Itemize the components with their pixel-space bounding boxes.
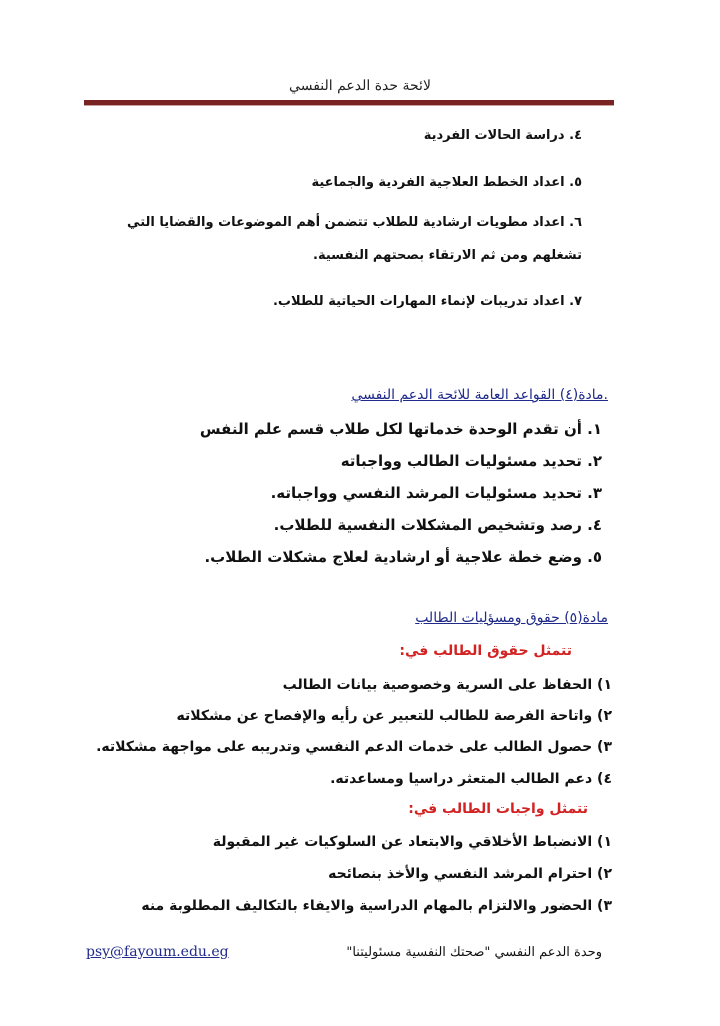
list-item: ٥. اعداد الخطط العلاجية الفردية والجماعية — [311, 175, 582, 190]
rights-heading: تتمثل حقوق الطالب في: — [399, 643, 572, 659]
duty-item: ٣) الحضور والالتزام بالمهام الدراسية والايفاء بالتكاليف المطلوبة منه — [141, 898, 612, 914]
list-item: ٧. اعداد تدريبات لإنماء المهارات الحياتية للطلاب. — [272, 294, 582, 309]
list-item: ٤. دراسة الحالات الفردية — [423, 128, 582, 143]
page-header-title: لائحة حدة الدعم النفسي — [289, 78, 431, 94]
right-item: ٣) حصول الطالب على خدمات الدعم النفسي وتدريبه على مواجهة مشكلاته. — [96, 739, 612, 755]
rule-item: ٥. وضع خطة علاجية أو ارشادية لعلاج مشكلات الطلاب. — [204, 548, 602, 566]
right-item: ١) الحفاظ على السرية وخصوصية بيانات الطالب — [282, 677, 612, 693]
right-item: ٢) واتاحة الفرصة للطالب للتعبير عن رأيه والإفصاح عن مشكلاته — [176, 708, 612, 724]
article-4-title: .مادة(٤) القواعد العامة للائحة الدعم النفسي — [351, 387, 608, 403]
duties-heading: تتمثل واجبات الطالب في: — [408, 801, 588, 817]
rule-item: ٣. تحديد مسئوليات المرشد النفسي وواجباته. — [270, 484, 602, 502]
list-item: ٦. اعداد مطويات ارشادية للطلاب تتضمن أهم الموضوعات والقضايا التي تشغلهم ومن ثم الارتقاء بصحتهم النفسية. — [127, 215, 582, 263]
header-divider — [84, 100, 614, 106]
footer-email-link[interactable]: psy@fayoum.edu.eg — [86, 944, 229, 960]
right-item: ٤) دعم الطالب المتعثر دراسيا ومساعدته. — [330, 771, 612, 787]
rule-item: ١. أن تقدم الوحدة خدماتها لكل طلاب قسم علم النفس — [199, 420, 602, 438]
duty-item: ١) الانضباط الأخلاقي والابتعاد عن السلوكيات غير المقبولة — [212, 834, 612, 850]
rule-item: ٢. تحديد مسئوليات الطالب وواجباته — [340, 452, 602, 470]
article-5-title: مادة(٥) حقوق ومسؤليات الطالب — [415, 610, 608, 626]
rule-item: ٤. رصد وتشخيص المشكلات النفسية للطلاب. — [273, 516, 602, 534]
duty-item: ٢) احترام المرشد النفسي والأخذ بنصائحه — [328, 866, 612, 882]
footer-unit-name: وحدة الدعم النفسي "صحتك النفسية مسئوليتنا" — [346, 945, 602, 960]
